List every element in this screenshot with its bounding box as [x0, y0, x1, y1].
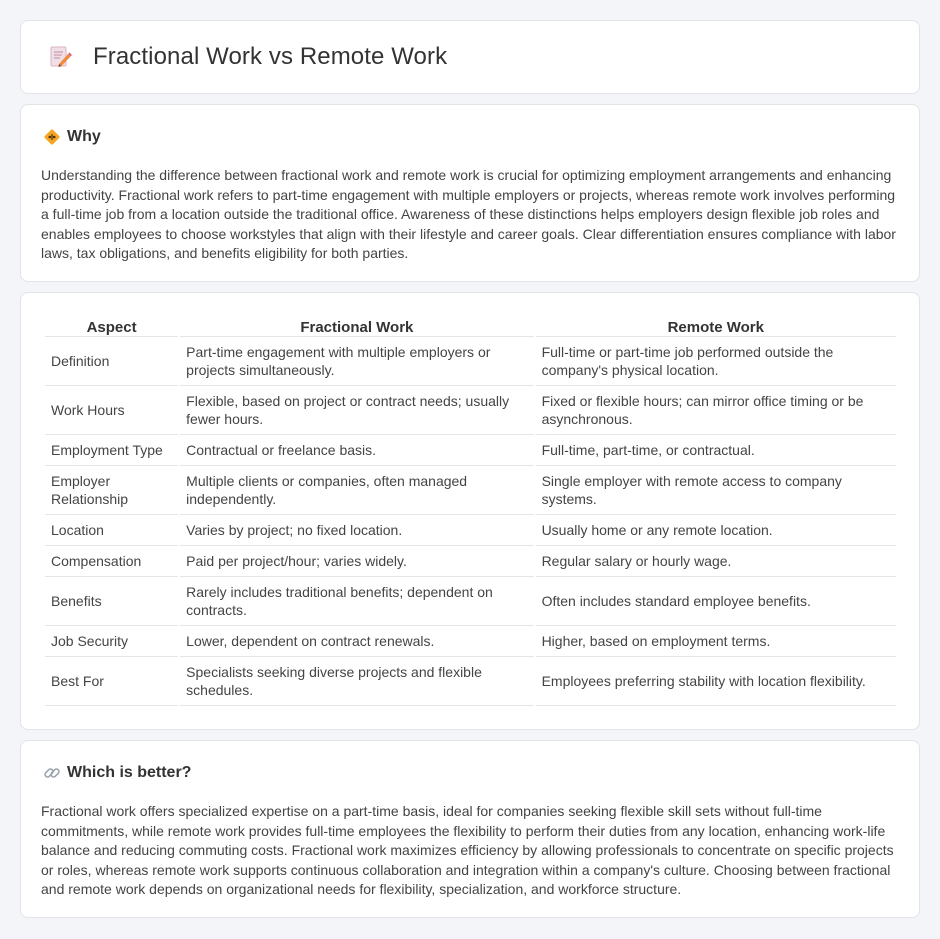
table-row	[45, 337, 896, 386]
row-fractional: Flexible, based on project or contract needs; usually fewer hours.	[180, 386, 533, 435]
table-row	[45, 515, 896, 546]
row-aspect: Employment Type	[45, 435, 178, 466]
title-row	[47, 43, 447, 71]
row-remote: Single employer with remote access to company systems.	[536, 466, 896, 515]
better-heading	[43, 764, 191, 782]
row-fractional: Varies by project; no fixed location.	[180, 515, 533, 546]
table-row	[45, 466, 896, 515]
header-remote-work: Remote Work	[536, 317, 896, 337]
why-heading	[43, 128, 101, 146]
why-card	[20, 104, 920, 282]
row-aspect: Compensation	[45, 546, 178, 577]
row-remote: Regular salary or hourly wage.	[536, 546, 896, 577]
header-card	[20, 20, 920, 94]
document-pencil-icon	[47, 44, 73, 70]
comparison-table	[43, 317, 898, 706]
why-text: Understanding the difference between fractional work and remote work is crucial for optimizing employment arrangements and enhancing productivity. Fractional work refers to part-time engagement with multiple employers or projects, whereas remote work involves performing a full-time job from a location outside the traditional office. Awareness of these distinctions helps employers design flexible job roles and enables employees to choose workstyles that align with their lifestyle and career goals. Clear differentiation ensures compliance with labor laws, tax obligations, and benefits eligibility for both parties.	[41, 167, 896, 262]
table-row	[45, 435, 896, 466]
table-row	[45, 626, 896, 657]
row-remote: Full-time or part-time job performed outside the company's physical location.	[536, 337, 896, 386]
row-fractional: Part-time engagement with multiple employers or projects simultaneously.	[180, 337, 533, 386]
why-title: Why	[67, 128, 101, 145]
which-is-better-card	[20, 740, 920, 918]
table-row	[45, 386, 896, 435]
row-aspect: Employer Relationship	[45, 466, 178, 515]
row-aspect: Location	[45, 515, 178, 546]
row-remote: Fixed or flexible hours; can mirror office timing or be asynchronous.	[536, 386, 896, 435]
row-aspect: Definition	[45, 337, 178, 386]
better-text: Fractional work offers specialized expertise on a part-time basis, ideal for companies seeking flexible skill sets without full-time commitments, while remote work provides full-time employees the flexibility to perform their duties from any location, enhancing work-life balance and reducing commuting costs. Fractional work maximizes efficiency by allowing professionals to concentrate on specific projects or roles, whereas remote work supports continuous collaboration and integration within a company's culture. Choosing between fractional and remote work depends on organizational needs for flexibility, specialization, and workforce structure.	[41, 803, 894, 898]
row-fractional: Multiple clients or companies, often managed independently.	[180, 466, 533, 515]
row-aspect: Benefits	[45, 577, 178, 626]
page-title: Fractional Work vs Remote Work	[93, 43, 448, 70]
header-fractional-work: Fractional Work	[180, 317, 533, 337]
row-remote: Employees preferring stability with location flexibility.	[536, 657, 896, 706]
row-fractional: Contractual or freelance basis.	[180, 435, 533, 466]
table-row	[45, 546, 896, 577]
comparison-card	[20, 292, 920, 730]
row-fractional: Paid per project/hour; varies widely.	[180, 546, 533, 577]
row-aspect: Best For	[45, 657, 178, 706]
row-aspect: Job Security	[45, 626, 178, 657]
header-aspect: Aspect	[45, 317, 178, 337]
row-fractional: Lower, dependent on contract renewals.	[180, 626, 533, 657]
table-row	[45, 577, 896, 626]
table-row	[45, 657, 896, 706]
row-aspect: Work Hours	[45, 386, 178, 435]
row-remote: Higher, based on employment terms.	[536, 626, 896, 657]
row-remote: Usually home or any remote location.	[536, 515, 896, 546]
row-remote: Often includes standard employee benefits.	[536, 577, 896, 626]
better-title: Which is better?	[67, 764, 192, 781]
row-remote: Full-time, part-time, or contractual.	[536, 435, 896, 466]
diamond-sign-icon	[43, 128, 61, 146]
row-fractional: Rarely includes traditional benefits; dependent on contracts.	[180, 577, 533, 626]
link-icon	[43, 764, 61, 782]
row-fractional: Specialists seeking diverse projects and flexible schedules.	[180, 657, 533, 706]
